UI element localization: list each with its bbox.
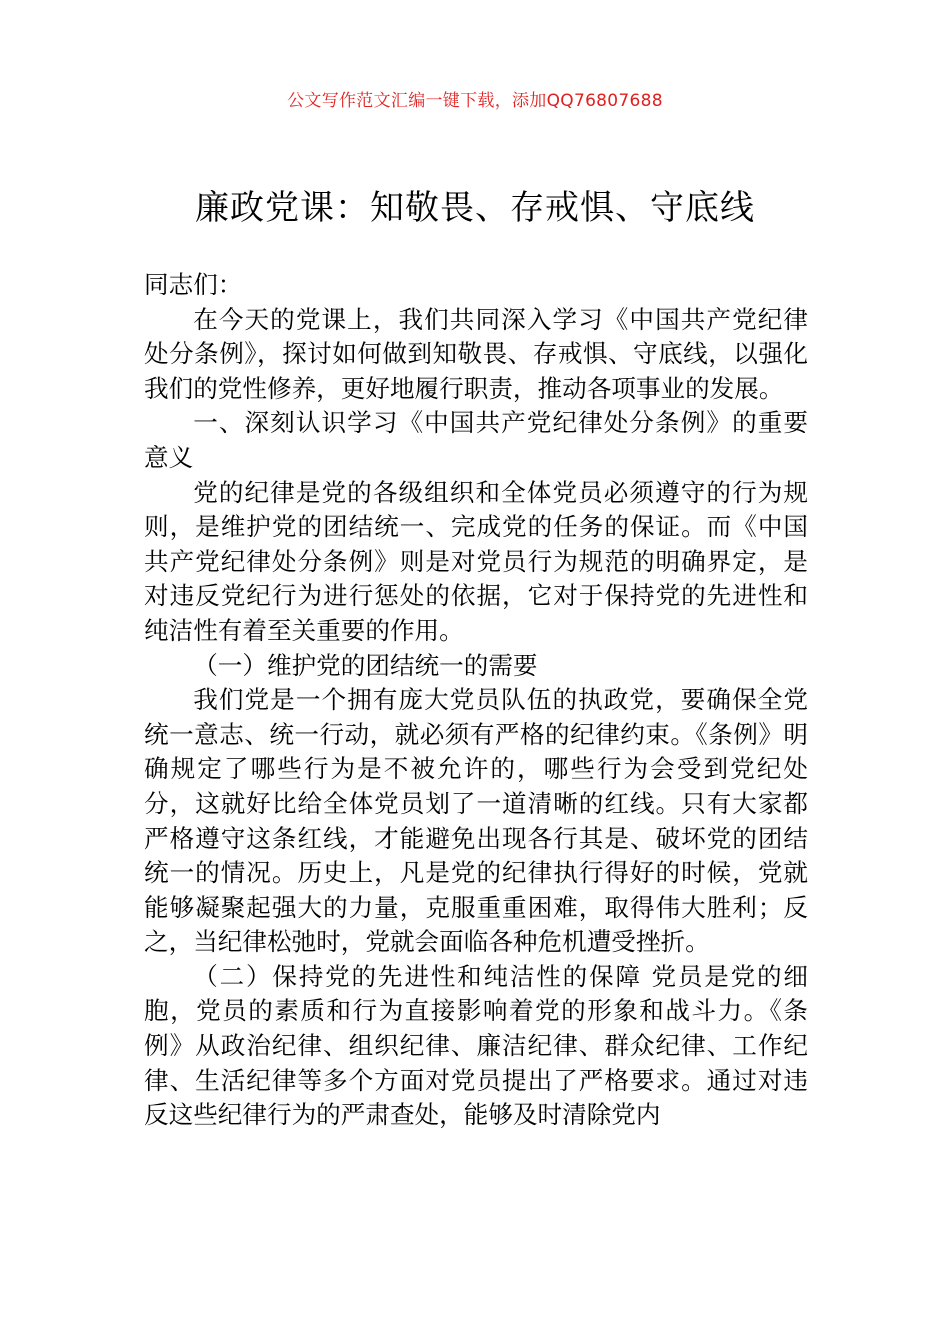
section-heading-1: 一、深刻认识学习《中国共产党纪律处分条例》的重要意义	[144, 408, 808, 472]
intro-paragraph: 在今天的党课上，我们共同深入学习《中国共产党纪律处分条例》，探讨如何做到知敬畏、存戒惧、守底线，以强化我们的党性修养，更好地履行职责，推动各项事业的发展。	[144, 304, 808, 403]
subsection-heading-2-paragraph: （二）保持党的先进性和纯洁性的保障 党员是党的细胞，党员的素质和行为直接影响着党的形象和战斗力。《条例》从政治纪律、组织纪律、廉洁纪律、群众纪律、工作纪律、生活纪律等多个方面对党员提出了严格要求。通过对违反这些纪律行为的严肃查处，能够及时清除党内	[144, 961, 808, 1130]
salutation: 同志们：	[144, 270, 243, 299]
body-paragraph: 党的纪律是党的各级组织和全体党员必须遵守的行为规则，是维护党的团结统一、完成党的任务的保证。而《中国共产党纪律处分条例》则是对党员行为规范的明确界定，是对违反党纪行为进行惩处的依据，它对于保持党的先进性和纯洁性有着至关重要的作用。	[144, 477, 808, 645]
download-note: 公文写作范文汇编一键下载，添加QQ76807688	[287, 91, 663, 111]
document-body	[144, 268, 808, 1133]
document-title: 廉政党课：知敬畏、存戒惧、守底线	[195, 188, 755, 228]
subsection-heading-1: （一）维护党的团结统一的需要	[193, 650, 538, 680]
body-paragraph: 我们党是一个拥有庞大党员队伍的执政党，要确保全党统一意志、统一行动，就必须有严格的纪律约束。《条例》明确规定了哪些行为是不被允许的，哪些行为会受到党纪处分，这就好比给全体党员划了一道清晰的红线。只有大家都严格遵守这条红线，才能避免出现各行其是、破坏党的团结统一的情况。历史上，凡是党的纪律执行得好的时候，党就能够凝聚起强大的力量，克服重重困难，取得伟大胜利；反之，当纪律松弛时，党就会面临各种危机遭受挫折。	[144, 685, 808, 957]
